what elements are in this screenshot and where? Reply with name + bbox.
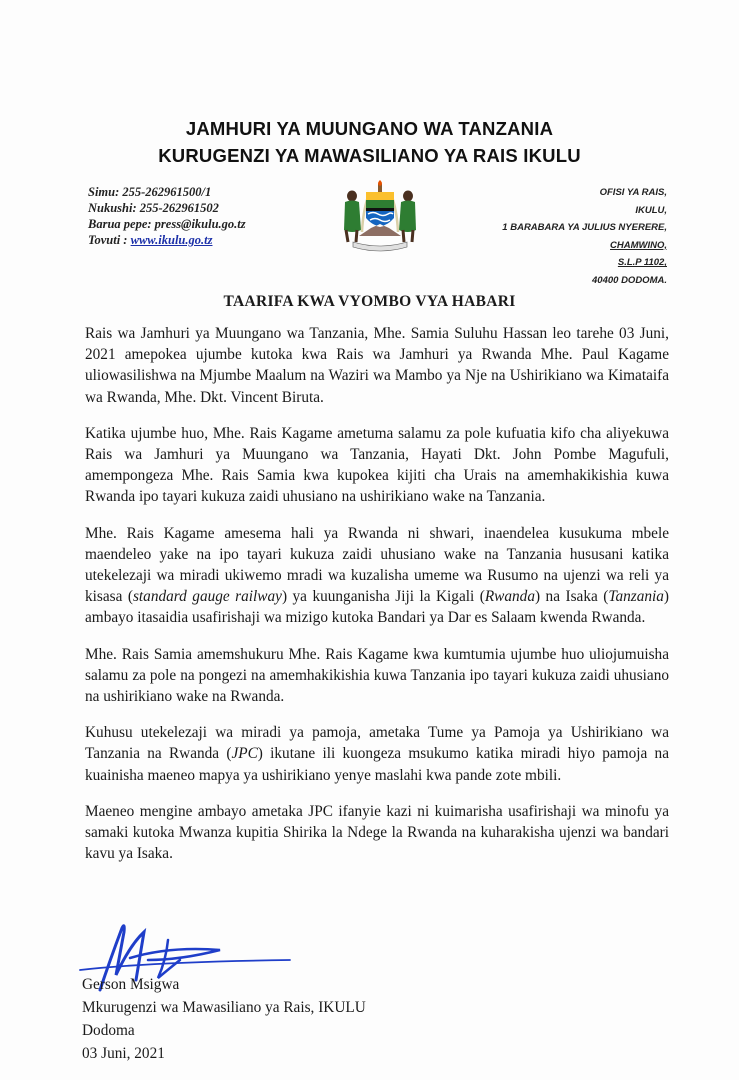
place: Dodoma	[82, 1022, 135, 1039]
header-line-1: JAMHURI YA MUUNGANO WA TANZANIA	[185, 118, 554, 139]
website-line: Tovuti : www.ikulu.go.tz	[88, 233, 213, 247]
press-release-title: TAARIFA KWA VYOMBO VYA HABARI	[223, 293, 516, 310]
paragraph-2: Katika ujumbe huo, Mhe. Rais Kagame ametuma salamu za pole kufuatia kifo cha aliyekuwa Rais wa Jamhuri ya Muungano wa Tanzania, Hayati Dkt. John Pombe Magufuli, amempongeza Mhe. Rais Samia kwa kupokea kijiti cha Urais na amemhakikishia kuwa Rwanda ipo tayari kukuza zaidi uhusiano na ushirikiano wake na Tanzania.	[85, 424, 669, 506]
signatory-name: Gerson Msigwa	[82, 976, 180, 993]
address-block: OFISI YA RAIS, IKULU, 1 BARABARA YA JULIUS NYERERE, CHAMWINO, S.L.P 1102, 40400 DODOMA.	[502, 187, 667, 286]
signatory-position: Mkurugenzi wa Mawasiliano ya Rais, IKULU	[82, 999, 366, 1016]
email-line: Barua pepe: press@ikulu.go.tz	[88, 217, 246, 231]
fax-line: Nukushi: 255-262961502	[88, 201, 219, 215]
phone-line: Simu: 255-262961500/1	[88, 185, 212, 199]
letter-body	[85, 323, 669, 879]
contact-block	[88, 184, 246, 248]
paragraph-1: Rais wa Jamhuri ya Muungano wa Tanzania, Mhe. Samia Suluhu Hassan leo tarehe 03 Juni, 2021 amepokea ujumbe kutoka kwa Rais wa Jamhuri ya Rwanda Mhe. Paul Kagame uliowasilishwa na Mjumbe Maalum na Waziri wa Mambo ya Nje na Ushirikiano wa Kimataifa wa Rwanda, Mhe. Dkt. Vincent Biruta.	[85, 325, 669, 406]
closing-block	[82, 973, 366, 1065]
date: 03 Juni, 2021	[82, 1045, 165, 1062]
paragraph-3: Mhe. Rais Kagame amesema hali ya Rwanda ni shwari, inaendelea kusukuma mbele maendeleo yake na ipo tayari kukuza zaidi uhusiano wake na Tanzania hususani katika utekelezaji wa miradi ukiwemo mradi wa kuzalisha umeme wa Rusumo na ujenzi wa reli ya kisasa (standard gauge railway) ya kuunganisha Jiji la Kigali (Rwanda) na Isaka (Tanzania) ambayo itasaidia usafirishaji wa mizigo kutoka Bandari ya Dar es Salaam kwenda Rwanda.	[85, 524, 670, 627]
paragraph-4: Mhe. Rais Samia amemshukuru Mhe. Rais Kagame kwa kumtumia ujumbe huo uliojumuisha salamu za pole na pongezi na amemhakikishia kuwa Tanzania ipo tayari kukuza zaidi uhusiano na ushirikiano wake na Rwanda.	[85, 645, 669, 706]
paragraph-5: Kuhusu utekelezaji wa miradi ya pamoja, ametaka Tume ya Pamoja ya Ushirikiano wa Tanzania na Rwanda (JPC) ikutane ili kuongeza msukumo katika miradi hiyo pamoja na kuainisha maeneo mapya ya ushirikiano yenye maslahi kwa pande zote mbili.	[85, 724, 669, 784]
paragraph-6: Maeneo mengine ambayo ametaka JPC ifanyie kazi ni kuimarisha usafirishaji wa minofu ya samaki kutoka Mwanza kupitia Shirika la Ndege la Rwanda na kuharakisha ujenzi wa bandari kavu ya Isaka.	[85, 802, 669, 863]
website-link[interactable]: www.ikulu.go.tz	[130, 233, 213, 247]
tanzania-coat-of-arms-icon	[335, 180, 425, 252]
header-line-2: KURUGENZI YA MAWASILIANO YA RAIS IKULU	[158, 145, 581, 166]
